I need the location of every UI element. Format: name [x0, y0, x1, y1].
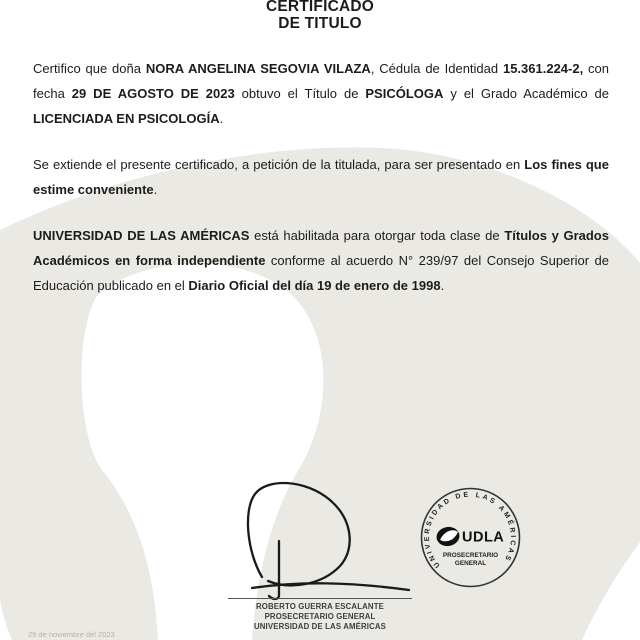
footer-date-note: 29 de noviembre del 2023 — [28, 630, 115, 639]
stamp — [417, 484, 525, 592]
title-line-2: DE TITULO — [278, 15, 362, 32]
body-paragraphs — [33, 56, 609, 298]
signatory-name: ROBERTO GUERRA ESCALANTE — [256, 602, 384, 611]
signatory-institution: UNIVERSIDAD DE LAS AMÉRICAS — [254, 622, 386, 631]
udla-logo-icon — [435, 525, 461, 548]
paragraph-accreditation: UNIVERSIDAD DE LAS AMÉRICAS está habilitada para otorgar toda clase de Títulos y Grados Académicos en forma independiente conforme al acuerdo N° 239/97 del Consejo Superior de Educación publicado en el Diario Oficial del día 19 de enero de 1998. — [33, 228, 609, 293]
signatory-role: PROSECRETARIO GENERAL — [264, 612, 376, 621]
stamp-ring-text: UNIVERSIDAD DE LAS AMÉRICAS — [423, 491, 517, 569]
stamp-role-line-1: PROSECRETARIO — [442, 552, 499, 559]
signatory-block — [228, 598, 412, 632]
signature-rule — [228, 598, 412, 599]
title-line-1: CERTIFICADO — [265, 0, 375, 15]
paragraph-purpose: Se extiende el presente certificado, a petición de la titulada, para ser presentado en Los fines que estime conveniente. — [33, 157, 609, 197]
stamp-role-line-2: GENERAL — [454, 560, 487, 567]
signature-strokes-icon — [225, 478, 420, 603]
certificate-body — [0, 0, 640, 319]
paragraph-identification: Certifico que doña NORA ANGELINA SEGOVIA VILAZA, Cédula de Identidad 15.361.224-2, con fecha 29 DE AGOSTO DE 2023 obtuvo el Título de PSICÓLOGA y el Grado Académico de LICENCIADA EN PSICOLOGÍA. — [33, 61, 610, 126]
certificate-title — [0, 0, 640, 32]
udla-wordmark: UDLA — [462, 529, 505, 546]
